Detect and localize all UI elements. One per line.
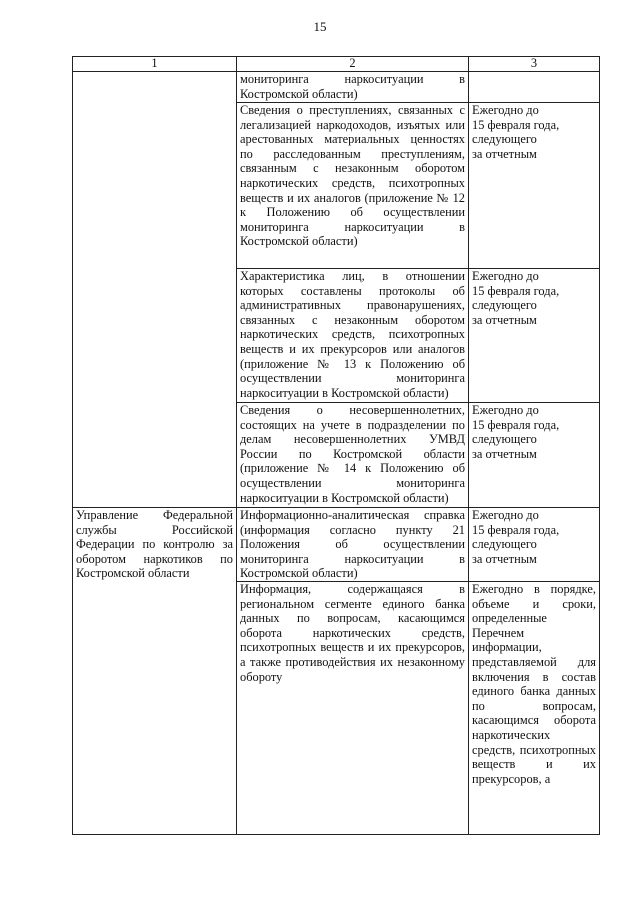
table-row <box>73 72 600 103</box>
table-row <box>73 508 600 582</box>
info-cell: Информационно-аналитическая справка (информация согласно пункту 21 Положения об осуществлении мониторинга наркоситуации в Костромской области) <box>237 508 469 582</box>
info-cell: Сведения о несовершеннолетних, состоящих на учете в подразделении по делам несовершеннолетних УМВД России по Костромской области (приложение № 14 к Положению об осуществлении мониторинга наркоситуации в Костромской области) <box>237 403 469 508</box>
info-cell: Информация, содержащаяся в региональном сегменте единого банка данных по вопросам, касающимся оборота наркотических средств, психотропных веществ и их прекурсоров, а также противодействия их незаконному обороту <box>237 582 469 835</box>
deadline-cell: Ежегодно до 15 февраля года, следующего за отчетным <box>469 269 600 403</box>
header-col-2: 2 <box>237 57 469 72</box>
deadline-cell: Ежегодно до 15 февраля года, следующего за отчетным <box>469 403 600 508</box>
table-header-row <box>73 57 600 72</box>
info-cell: Сведения о преступлениях, связанных с легализацией наркодоходов, изъятых или арестованных материальных ценностях по расследованным преступлениям, связанным с незаконным оборотом наркотических средств, психотропных веществ и их аналогов (приложение № 12 к Положению об осуществлении мониторинга наркоситуации в Костромской области) <box>237 103 469 269</box>
deadline-cell: Ежегодно до 15 февраля года, следующего за отчетным <box>469 508 600 582</box>
deadline-cell: Ежегодно до 15 февраля года, следующего за отчетным <box>469 103 600 269</box>
header-col-1: 1 <box>73 57 237 72</box>
info-cell: Характеристика лиц, в отношении которых составлены протоколы об административных правонарушениях, связанных с незаконным оборотом наркотических средств, психотропных веществ и их прекурсоров или аналогов (приложение № 13 к Положению об осуществлении мониторинга наркоситуации в Костромской области) <box>237 269 469 403</box>
deadline-cell: Ежегодно в порядке, объеме и сроки, определенные Перечнем информации, представляемой для включения в состав единого банка данных по вопросам, касающимся оборота наркотических средств, психотропных веществ и их прекурсоров, а <box>469 582 600 835</box>
deadline-cell <box>469 72 600 103</box>
agency-cell: Управление Федеральной службы Российской Федерации по контролю за оборотом наркотиков по Костромской области <box>73 508 237 835</box>
monitoring-table <box>72 56 600 835</box>
agency-cell-empty <box>73 72 237 508</box>
header-col-3: 3 <box>469 57 600 72</box>
info-cell: мониторинга наркоситуации в Костромской области) <box>237 72 469 103</box>
page-number: 15 <box>313 19 327 34</box>
